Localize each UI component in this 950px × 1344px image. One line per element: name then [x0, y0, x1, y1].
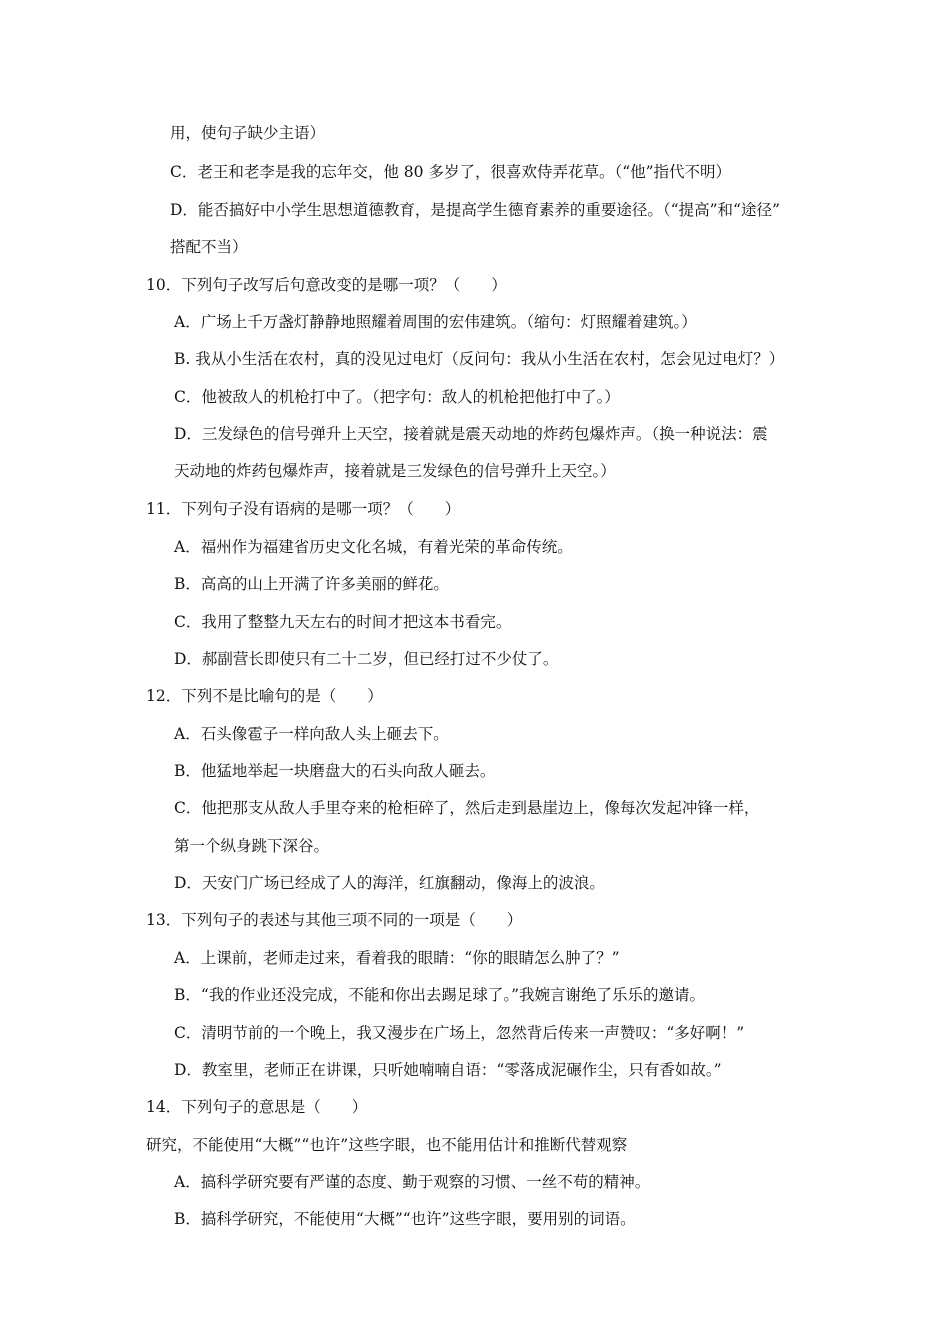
option-c-line: C．他把那支从敌人手里夺来的枪柜碎了，然后走到悬崖边上，像每次发起冲锋一样，	[174, 799, 760, 817]
option-c-line: C．清明节前的一个晚上，我又漫步在广场上，忽然背后传来一声赞叹：“多好啊！”	[174, 1024, 745, 1042]
option-c-line: C．老王和老李是我的忘年交，他 80 多岁了，很喜欢侍弄花草。（“他”指代不明）	[170, 163, 732, 181]
option-a-line: A．广场上千万盏灯静静地照耀着周围的宏伟建筑。（缩句：灯照耀着建筑。）	[174, 313, 697, 331]
option-a-line: A．石头像雹子一样向敌人头上砸去下。	[174, 725, 449, 743]
option-b-line: B．搞科学研究，不能使用“大概”“也许”这些字眼，要用别的词语。	[174, 1210, 636, 1228]
option-c-line: C．我用了整整九天左右的时间才把这本书看完。	[174, 613, 512, 631]
option-d-line: D．三发绿色的信号弹升上天空，接着就是震天动地的炸药包爆炸声。（换一种说法：震	[174, 425, 768, 443]
text-line: 天动地的炸药包爆炸声，接着就是三发绿色的信号弹升上天空。）	[174, 462, 616, 480]
text-line: 第一个纵身跳下深谷。	[174, 837, 330, 855]
question-10: 10．下列句子改写后句意改变的是哪一项？（ ）	[146, 276, 507, 294]
option-b-line: B. 我从小生活在农村，真的没见过电灯（反问句：我从小生活在农村，怎会见过电灯？）	[174, 350, 785, 368]
option-b-line: B．他猛地举起一块磨盘大的石头向敌人砸去。	[174, 762, 496, 780]
option-d-line: D．郝副营长即使只有二十二岁，但已经打过不少仗了。	[174, 650, 559, 668]
question-14: 14．下列句子的意思是（ ）	[146, 1098, 368, 1116]
option-d-line: D．天安门广场已经成了人的海洋，红旗翻动，像海上的波浪。	[174, 874, 605, 892]
text-line: 用，使句子缺少主语）	[170, 124, 326, 142]
question-13: 13．下列句子的表述与其他三项不同的一项是（ ）	[146, 911, 523, 929]
option-d-line: D．能否搞好中小学生思想道德教育，是提高学生德育素养的重要途径。（“提高”和“途径”	[170, 201, 780, 219]
option-d-line: D．教室里，老师正在讲课，只听她喃喃自语：“零落成泥碾作尘，只有香如故。”	[174, 1061, 722, 1079]
text-line: 搭配不当）	[170, 238, 248, 256]
option-a-line: A．福州作为福建省历史文化名城，有着光荣的革命传统。	[174, 538, 573, 556]
quoted-sentence: 研究，不能使用“大概”“也许”这些字眼，也不能用估计和推断代替观察	[146, 1136, 628, 1154]
option-c-line: C．他被敌人的机枪打中了。（把字句：敌人的机枪把他打中了。）	[174, 388, 620, 406]
option-b-line: B．高高的山上开满了许多美丽的鲜花。	[174, 575, 449, 593]
option-b-line: B．“我的作业还没完成，不能和你出去踢足球了。”我婉言谢绝了乐乐的邀请。	[174, 986, 705, 1004]
option-a-line: A．上课前，老师走过来，看着我的眼睛：“你的眼睛怎么肿了？”	[174, 949, 620, 967]
question-11: 11．下列句子没有语病的是哪一项？（ ）	[146, 500, 461, 518]
option-a-line: A．搞科学研究要有严谨的态度、勤于观察的习惯、一丝不苟的精神。	[174, 1173, 651, 1191]
question-12: 12．下列不是比喻句的是（ ）	[146, 687, 383, 705]
